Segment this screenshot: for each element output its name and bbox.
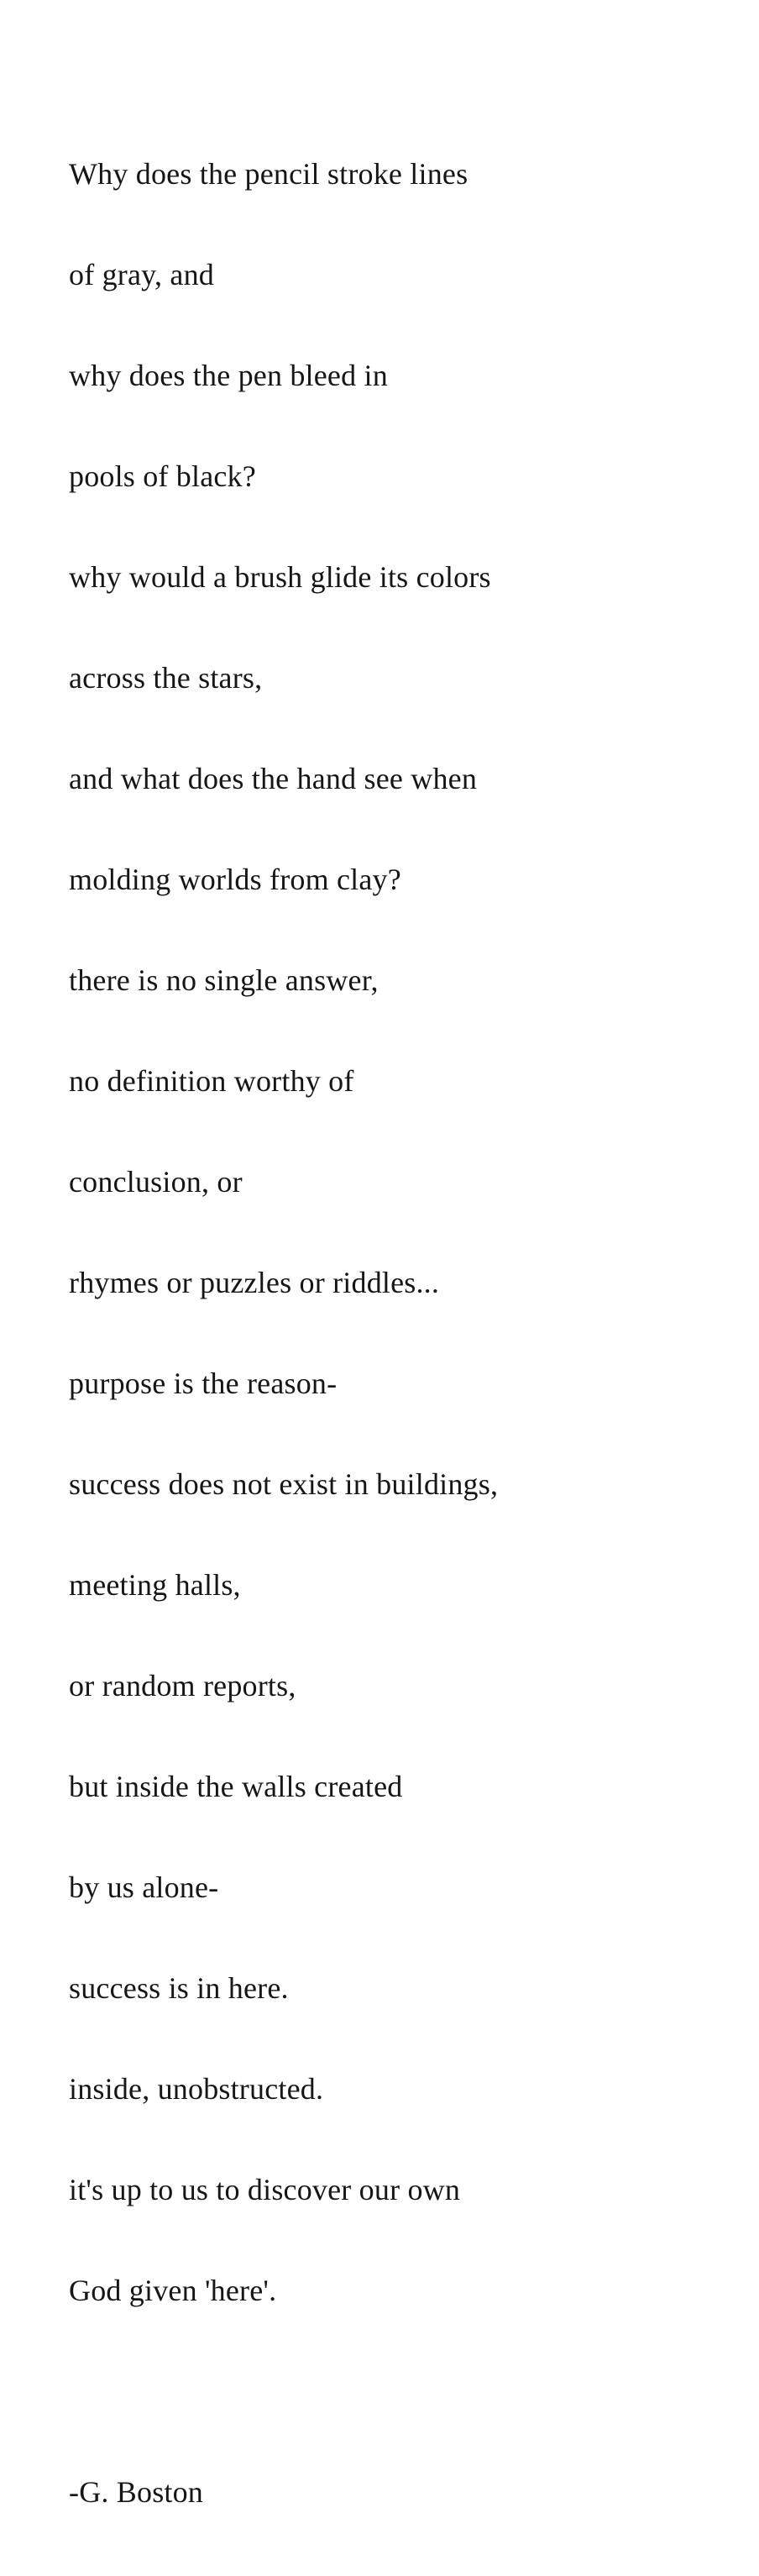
poem-line: of gray, and: [69, 258, 214, 291]
poem-line: meeting halls,: [69, 1568, 241, 1602]
poem-line: or random reports,: [69, 1669, 296, 1702]
poem-line: but inside the walls created: [69, 1770, 403, 1803]
poem-line: why would a brush glide its colors: [69, 560, 491, 594]
poem-line: why does the pen bleed in: [69, 359, 388, 392]
poem-line: inside, unobstructed.: [69, 2072, 324, 2106]
blank-line: [69, 2374, 690, 2408]
poem-line: and what does the hand see when: [69, 762, 478, 795]
poem-line: there is no single answer,: [69, 963, 379, 997]
poem-line: across the stars,: [69, 661, 263, 695]
poem-line: by us alone-: [69, 1870, 219, 1904]
poem-line: no definition worthy of: [69, 1064, 354, 1098]
poem-line: Why does the pencil stroke lines: [69, 157, 468, 191]
poem-line: molding worlds from clay?: [69, 863, 401, 896]
poem-line: rhymes or puzzles or riddles...: [69, 1266, 440, 1299]
poem-text-block: [69, 90, 690, 2576]
poem-attribution: -G. Boston: [69, 2475, 204, 2509]
poem-line: God given 'here'.: [69, 2274, 277, 2307]
poem-line: purpose is the reason-: [69, 1367, 338, 1400]
poem-line: success is in here.: [69, 1971, 289, 2005]
poem-line: pools of black?: [69, 459, 256, 493]
poem-line: success does not exist in buildings,: [69, 1467, 499, 1501]
poem-line: it's up to us to discover our own: [69, 2173, 461, 2206]
poem-line: conclusion, or: [69, 1165, 243, 1199]
